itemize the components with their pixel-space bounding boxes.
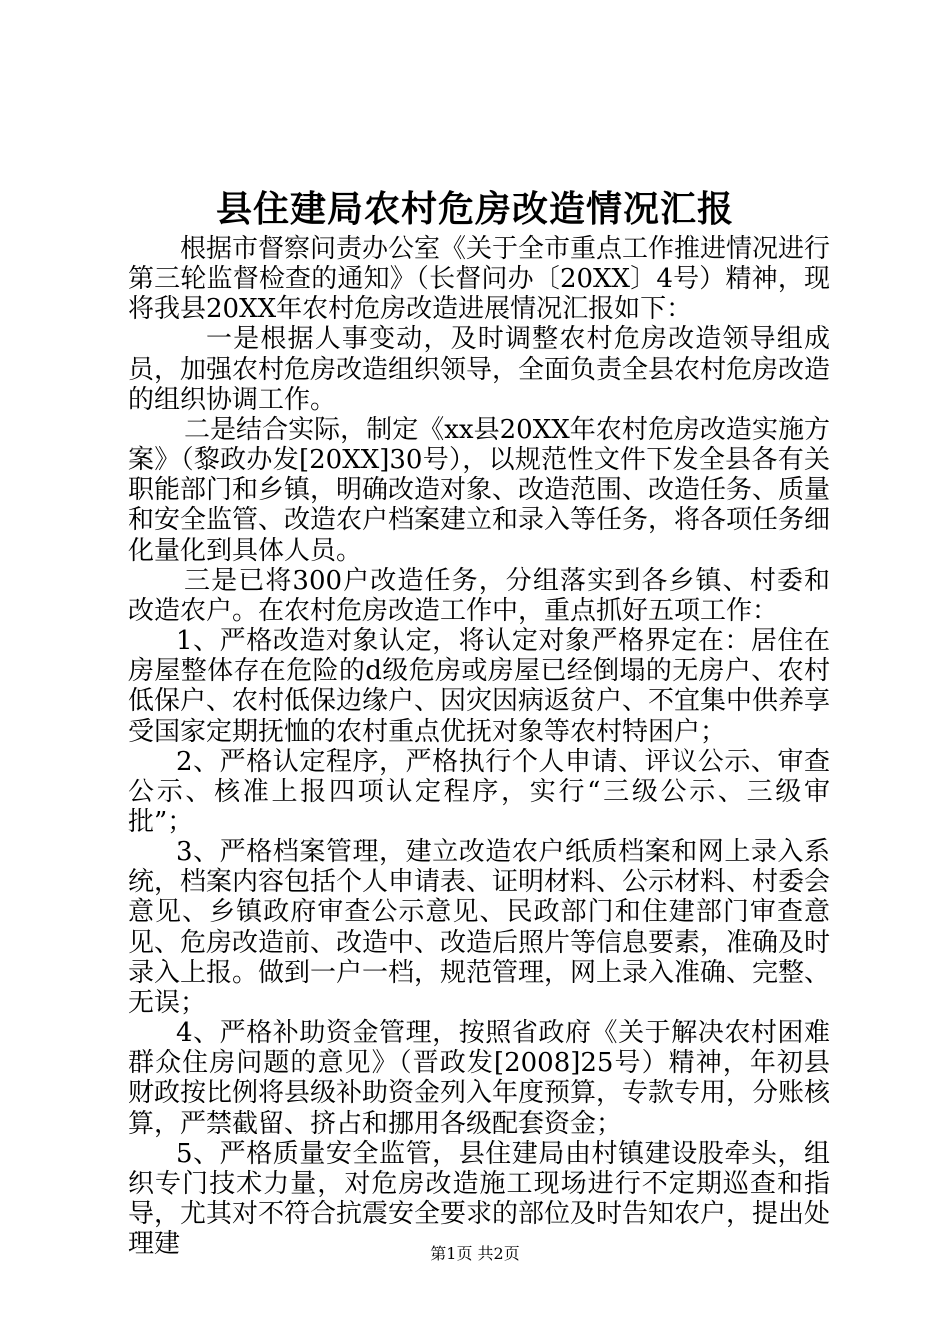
- paragraph-item-3: 3、严格档案管理，建立改造农户纸质档案和网上录入系统，档案内容包括个人申请表、证明材料、公示材料、村委会意见、乡镇政府审查公示意见、民政部门和住建部门审查意见、危房改造前、改造中、改造后照片等信息要素，准确及时录入上报。做到一户一档，规范管理，网上录入准确、完整、无误；: [128, 837, 831, 1018]
- paragraph-point-one: 一是根据人事变动，及时调整农村危房改造领导组成员，加强农村危房改造组织领导，全面负责全县农村危房改造的组织协调工作。: [128, 324, 831, 415]
- paragraph-item-2: 2、严格认定程序，严格执行个人申请、评议公示、审查公示、核准上报四项认定程序，实行“三级公示、三级审批”；: [128, 746, 830, 837]
- document-title: 县住建局农村危房改造情况汇报: [215, 188, 734, 230]
- paragraph-point-two: 二是结合实际，制定《xx县20XX年农村危房改造实施方案》（黎政办发[20XX]30号），以规范性文件下发全县各有关职能部门和乡镇，明确改造对象、改造范围、改造任务、质量和安全监管、改造农户档案建立和录入等任务，将各项任务细化量化到具体人员。: [128, 414, 831, 566]
- paragraph-item-4: 4、严格补助资金管理，按照省政府《关于解决农村困难群众住房问题的意见》（晋政发[2008]25号）精神，年初县财政按比例将县级补助资金列入年度预算，专款专用，分账核算，严禁截留、挤占和挪用各级配套资金；: [128, 1018, 831, 1139]
- paragraph-item-5: 5、严格质量安全监管，县住建局由村镇建设股牵头，组织专门技术力量，对危房改造施工现场进行不定期巡查和指导，尤其对不符合抗震安全要求的部位及时告知农户，提出处理建: [128, 1138, 831, 1260]
- page-footer: 第1页 共2页: [430, 1244, 520, 1263]
- paragraph-item-1: 1、严格改造对象认定，将认定对象严格界定在：居住在房屋整体存在危险的d级危房或房屋已经倒塌的无房户、农村低保户、农村低保边缘户、因灾因病返贫户、不宜集中供养享受国家定期抚恤的农村重点优抚对象等农村特困户；: [128, 626, 831, 747]
- document-body: [128, 234, 830, 1259]
- paragraph-point-three: 三是已将300户改造任务，分组落实到各乡镇、村委和改造农户。在农村危房改造工作中，重点抓好五项工作：: [128, 565, 830, 626]
- paragraph-intro: 根据市督察问责办公室《关于全市重点工作推进情况进行第三轮监督检查的通知》（长督问办〔20XX〕4号）精神，现将我县20XX年农村危房改造进展情况汇报如下：: [128, 234, 831, 325]
